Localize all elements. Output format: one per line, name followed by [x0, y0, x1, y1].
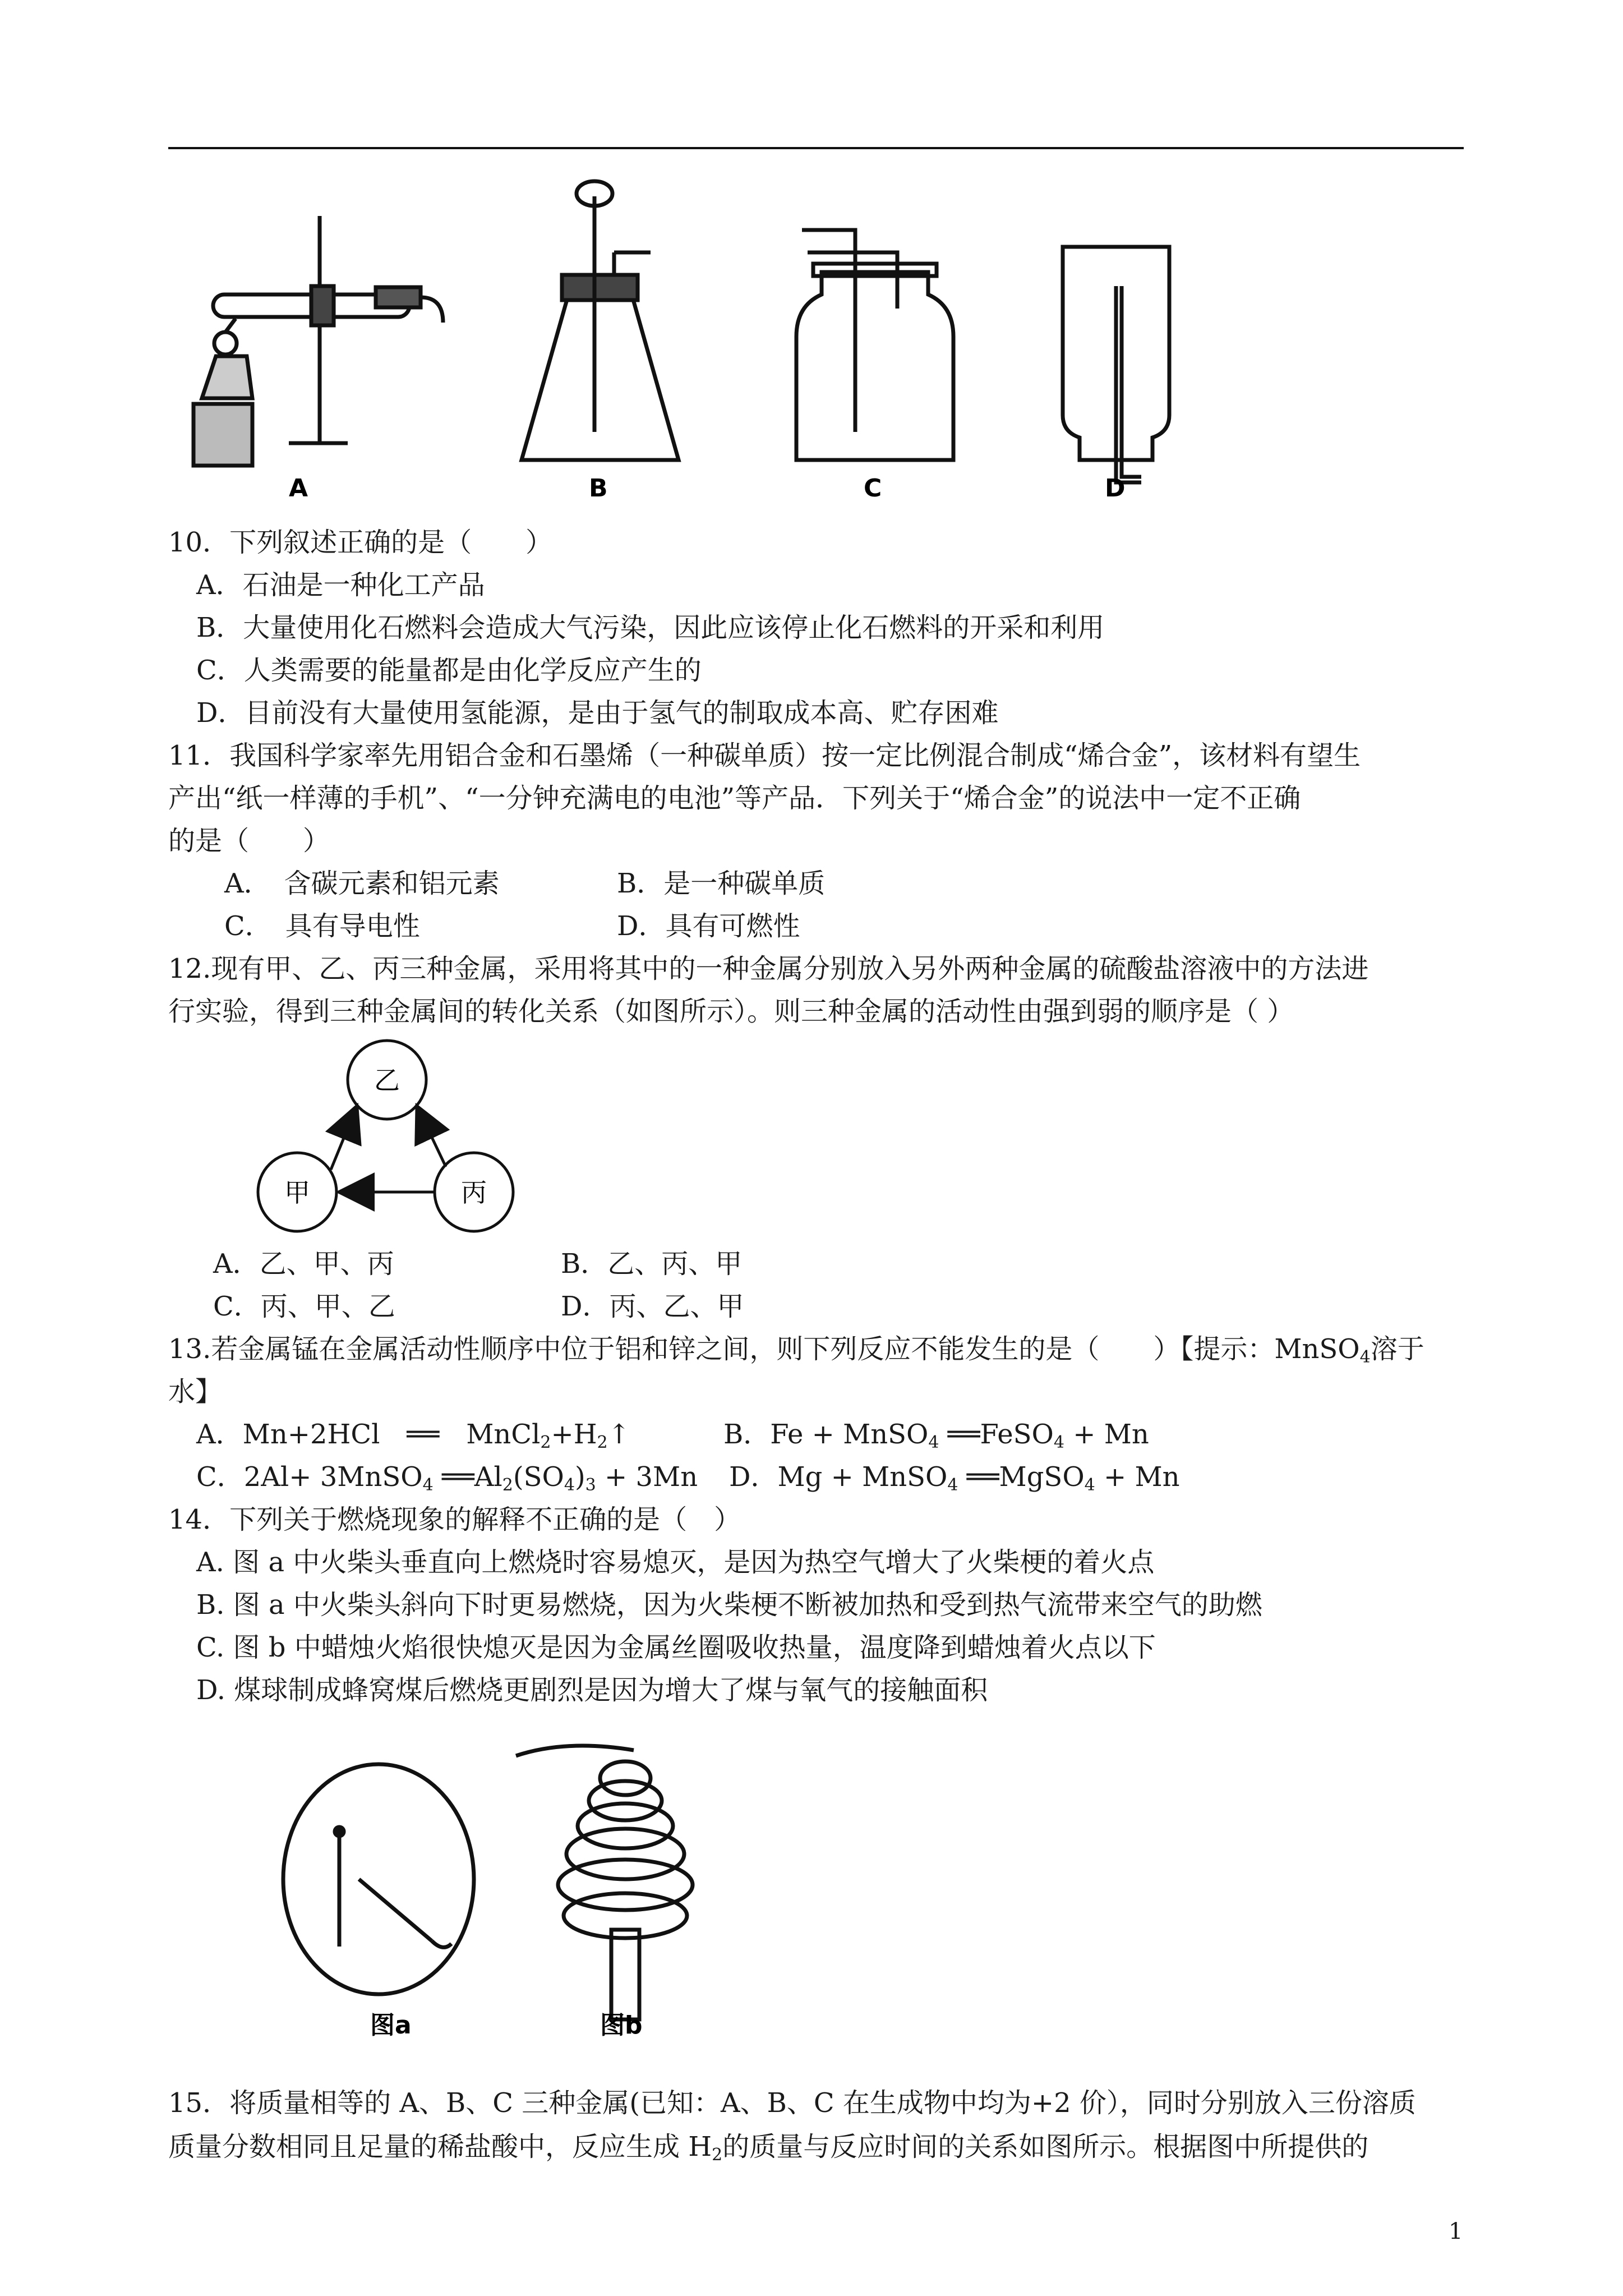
- q12-option-c: C．丙、甲、乙: [213, 1291, 395, 1322]
- q12-line-2: 行实验，得到三种金属间的转化关系（如图所示）。则三种金属的活动性由强到弱的顺序是（ ）: [168, 996, 1294, 1027]
- q14-stem: 14．下列关于燃烧现象的解释不正确的是（ ）: [168, 1504, 741, 1535]
- apparatus-a-drawing: [193, 216, 443, 466]
- figure-b-label: 图b: [600, 2011, 643, 2040]
- q14-option-d: D. 煤球制成蜂窝煤后燃烧更剧烈是因为增大了煤与氧气的接触面积: [196, 1674, 988, 1706]
- q15-line-2: 质量分数相同且足量的稀盐酸中，反应生成 $H_2$的质量与反应时间的关系如图所示。根据图中所提供的: [168, 2131, 1369, 2165]
- q11-line-1: 11．我国科学家率先用铝合金和石墨烯（一种碳单质）按一定比例混合制成“烯合金”，该材料有望生: [168, 740, 1361, 771]
- q11-option-a: A． 含碳元素和铝元素: [224, 868, 500, 899]
- q10-option-b: B．大量使用化石燃料会造成大气污染，因此应该停止化石燃料的开采和利用: [196, 612, 1105, 643]
- q10-option-d: D．目前没有大量使用氢能源，是由于氢气的制取成本高、贮存困难: [196, 697, 999, 729]
- apparatus-label-a: A: [289, 474, 308, 503]
- header-rule: [168, 147, 1464, 149]
- q12-line-1: 12.现有甲、乙、丙三种金属，采用将其中的一种金属分别放入另外两种金属的硫酸盐溶液中的方法进: [168, 953, 1369, 984]
- q14-option-c: C. 图 b 中蜡烛火焰很快熄灭是因为金属丝圈吸收热量，温度降到蜡烛着火点以下: [196, 1632, 1156, 1663]
- apparatus-figure: [163, 168, 1189, 505]
- page-number: 1: [1449, 2219, 1463, 2244]
- q10-option-a: A．石油是一种化工产品: [196, 569, 485, 601]
- apparatus-c-drawing: [796, 230, 953, 460]
- q11-option-d: D．具有可燃性: [617, 910, 800, 942]
- q11-option-c: C． 具有导电性: [224, 910, 420, 942]
- node-jia-label: 甲: [284, 1177, 310, 1208]
- q12-option-a: A．乙、甲、丙: [213, 1248, 394, 1280]
- node-bing-label: 丙: [461, 1177, 487, 1208]
- combustion-figure: [275, 1717, 780, 2042]
- q15-line-1: 15．将质量相等的 A、B、C 三种金属(已知：A、B、C 在生成物中均为+2 价），同时分别放入三份溶质: [168, 2087, 1416, 2119]
- apparatus-label-b: B: [589, 474, 608, 503]
- q12-option-b: B．乙、丙、甲: [561, 1248, 743, 1280]
- q13-option-c: C．2Al+ 3MnSO$_4$ $══Al_2(SO_4)_3 + 3Mn$: [196, 1461, 698, 1495]
- apparatus-b-drawing: [522, 181, 679, 460]
- q11-line-3: 的是（ ）: [168, 825, 330, 857]
- figure-a-drawing: [283, 1764, 474, 1994]
- apparatus-d-drawing: [1063, 247, 1169, 482]
- apparatus-label-d: D: [1105, 474, 1126, 503]
- q11-option-b: B．是一种碳单质: [617, 868, 826, 899]
- q12-option-d: D．丙、乙、甲: [561, 1291, 744, 1322]
- q10-stem: 10．下列叙述正确的是（ ）: [168, 527, 553, 558]
- figure-a-label: 图a: [370, 2011, 412, 2040]
- q13-option-d: D．Mg + MnSO$_4$ ══MgSO$_4$ + Mn: [729, 1461, 1180, 1495]
- q13-stem-line-2: 水】: [168, 1376, 223, 1407]
- q10-option-c: C．人类需要的能量都是由化学反应产生的: [196, 655, 702, 686]
- metal-cycle-diagram: [247, 1038, 527, 1251]
- figure-b-drawing: [516, 1746, 693, 2019]
- apparatus-label-c: C: [864, 474, 882, 503]
- q13-stem: 13.若金属锰在金属活动性顺序中位于铝和锌之间，则下列反应不能发生的是（ ）【提示：MnSO$_4$溶于: [168, 1333, 1424, 1367]
- node-yi-label: 乙: [374, 1065, 400, 1096]
- q14-option-b: B. 图 a 中火柴头斜向下时更易燃烧，因为火柴梗不断被加热和受到热气流带来空气的助燃: [196, 1589, 1262, 1621]
- q13-option-a: A．Mn+2HCl ══ $MnCl_2+H_2↑$: [196, 1419, 630, 1452]
- q13-option-b: B．Fe + MnSO$_4$ ══FeSO$_4$ + Mn: [723, 1419, 1149, 1452]
- q11-line-2: 产出“纸一样薄的手机”、“一分钟充满电的电池”等产品．下列关于“烯合金”的说法中一定不正确: [168, 783, 1301, 814]
- q14-option-a: A. 图 a 中火柴头垂直向上燃烧时容易熄灭，是因为热空气增大了火柴梗的着火点: [196, 1547, 1155, 1578]
